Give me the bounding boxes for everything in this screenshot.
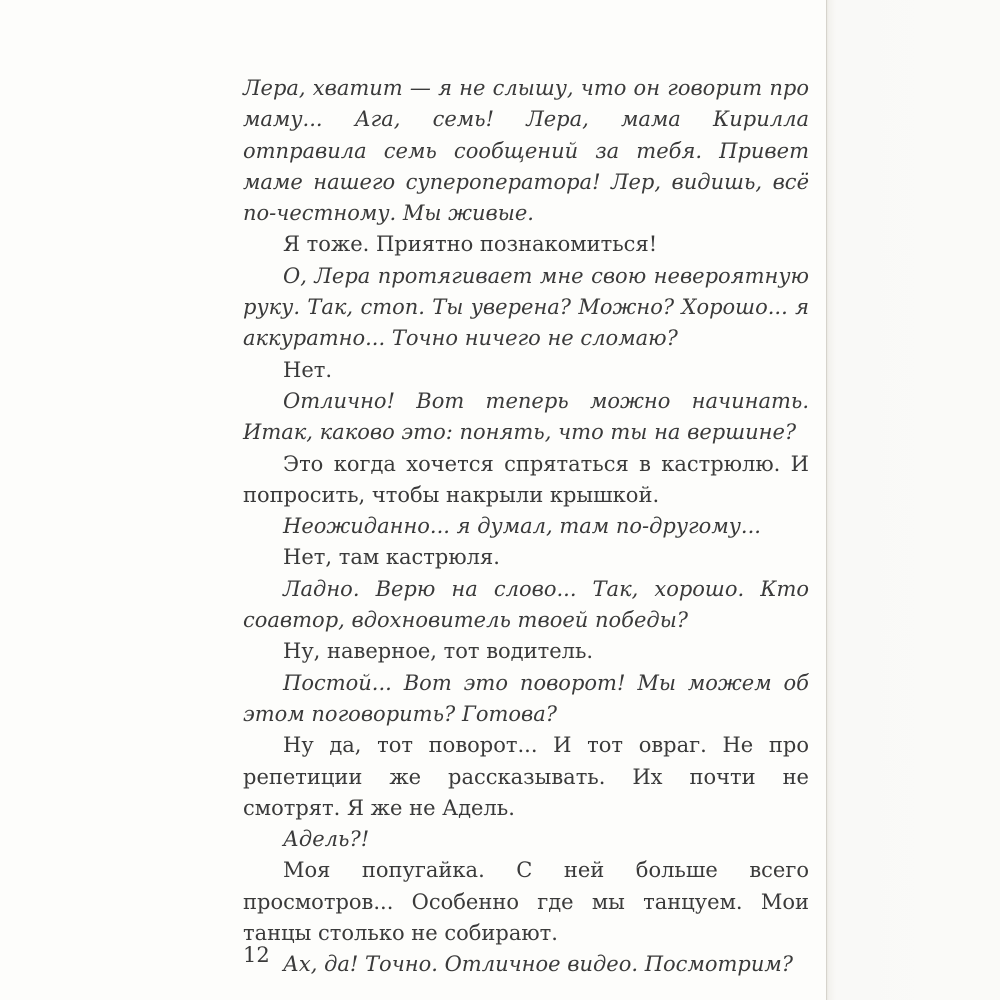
paragraph: Ах, да! Точно. Отличное видео. Посмотрим? xyxy=(283,952,794,977)
paragraph: Нет. xyxy=(283,357,333,382)
paragraph: Нет, там кастрюля. xyxy=(283,545,500,570)
paragraph: Лера, хватит — я не слышу, что он говорит про маму... Ага, семь! Лера, мама Кирилла отправила семь сообщений за тебя. Привет маме нашего супероператора! Лер, видишь, всё по-честному. Мы живые. xyxy=(243,76,809,226)
paragraph: Ну да, тот поворот... И тот овраг. Не про репетиции же рассказывать. Их почти не смотрят. Я же не Адель. xyxy=(243,733,809,820)
paragraph: Постой... Вот это поворот! Мы можем об этом поговорить? Готова? xyxy=(243,670,809,726)
paragraph: Это когда хочется спрятаться в кастрюлю. И попросить, чтобы накрыли крышкой. xyxy=(243,451,809,507)
paragraph: О, Лера протягивает мне свою невероятную руку. Так, стоп. Ты уверена? Можно? Хорошо... я аккуратно... Точно ничего не сломаю? xyxy=(243,263,809,351)
paragraph: Ладно. Верю на слово... Так, хорошо. Кто соавтор, вдохновитель твоей победы? xyxy=(243,576,809,633)
page-edge-line xyxy=(826,0,827,1000)
paragraph: Адель?! xyxy=(283,827,370,852)
page-text xyxy=(243,73,809,981)
page-number: 12 xyxy=(243,943,270,967)
page-gutter-edge xyxy=(826,0,1000,1000)
paragraph: Ну, наверное, тот водитель. xyxy=(283,639,594,664)
paragraph: Отлично! Вот теперь можно начинать. Итак, каково это: понять, что ты на вершине? xyxy=(243,388,809,445)
paragraph: Моя попугайка. С ней больше всего просмотров... Особенно где мы танцуем. Мои танцы столько не собирают. xyxy=(243,858,809,946)
paragraph: Я тоже. Приятно познакомиться! xyxy=(283,232,658,257)
paragraph: Неожиданно... я думал, там по-другому... xyxy=(283,514,761,539)
